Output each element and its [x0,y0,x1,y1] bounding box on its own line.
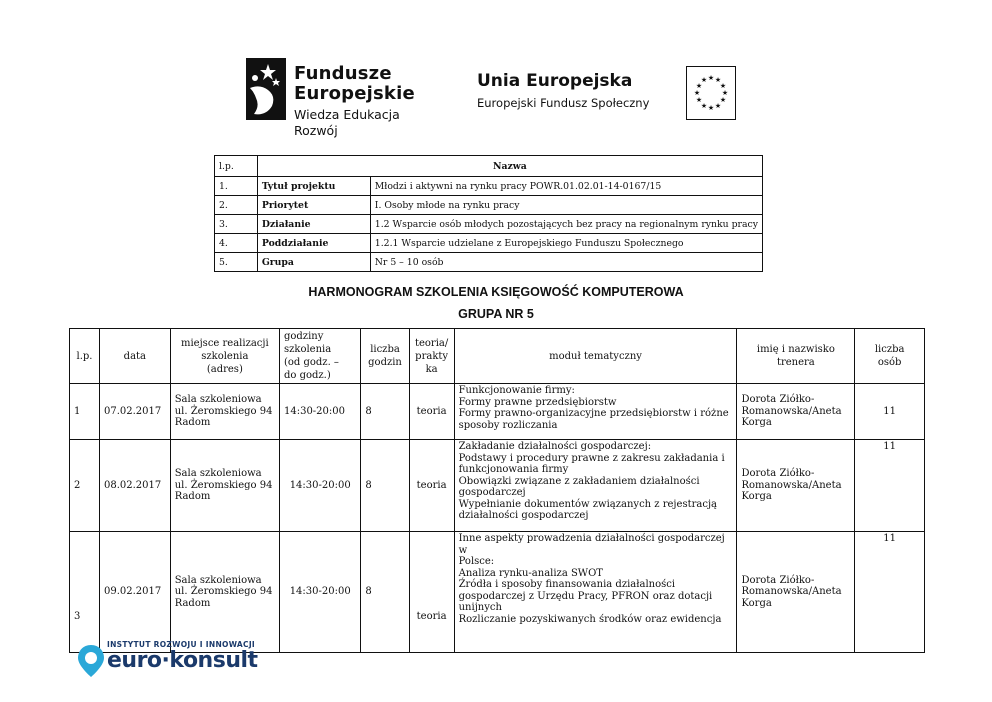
cell-modul-line: Polsce: [458,556,495,567]
unia-line1: Unia Europejska [477,71,633,91]
eu-flag-icon [686,66,736,120]
cell-modul-line: Wypełnianie dokumentów związanych z rejestracją [458,498,718,510]
header-modul: moduł tematyczny [454,329,737,384]
cell-modul [454,440,737,532]
cell-godziny: 14:30-20:00 [279,384,360,440]
header-miejsce [170,329,279,384]
cell-modul-line: Formy prawne przedsiębiorstw [458,396,617,408]
info-value: Nr 5 – 10 osób [370,253,762,272]
header-miejsce-l3: (adres) [206,363,243,375]
cell-miejsce-l2: ul. Żeromskiego 94 [174,405,273,417]
header-lp: l.p. [70,329,100,384]
cell-modul-line: Funkcjonowanie firmy: [458,385,575,396]
location-pin-icon [77,644,105,678]
euro-konsult-tagline: INSTYTUT ROZWOJU I INNOWACJI [107,640,256,649]
cell-trener-l2: Romanowska/Aneta [741,479,842,491]
info-header-row [215,156,763,177]
svg-text:★: ★ [707,104,715,112]
info-row [215,253,763,272]
info-value: I. Osoby młode na rynku pracy [370,196,762,215]
header-liczba-godzin-l2: godzin [368,357,402,368]
cell-miejsce [170,440,279,532]
header-godziny-l1: godziny [283,331,324,342]
fundusze-line1: Fundusze [294,63,392,84]
fundusze-star-mark-icon [246,58,286,120]
table-row [70,532,925,653]
info-lp: 3. [215,215,258,234]
info-value: 1.2.1 Wsparcie udzielane z Europejskiego Funduszu Społecznego [370,234,762,253]
cell-miejsce-l1: Sala szkoleniowa [174,394,262,406]
cell-lp: 2 [70,440,100,532]
table-row [70,440,925,532]
cell-modul-line: Zakładanie działalności gospodarczej: [458,441,652,452]
cell-trener-l3: Korga [741,597,772,609]
fundusze-line2: Europejskie [294,83,415,104]
cell-trener-l1: Dorota Ziółko- [741,574,815,586]
header-trener-l1: imię i nazwisko [756,344,835,355]
cell-modul [454,384,737,440]
header-teoria-l1: teoria/ [414,337,449,349]
cell-miejsce-l3: Radom [174,597,211,609]
cell-modul-line: działalności gospodarczej [458,510,589,521]
project-info-table [214,155,763,272]
header-trener [737,329,855,384]
info-row [215,234,763,253]
cell-miejsce [170,384,279,440]
cell-miejsce-l1: Sala szkoleniowa [174,468,262,480]
header-liczba-godzin-l1: liczba [370,344,400,355]
cell-godziny: 14:30-20:00 [279,532,360,653]
cell-trener-l1: Dorota Ziółko- [741,468,815,480]
header-teoria-l2: prakty [415,350,449,362]
header-godziny-l2: szkolenia [283,344,332,355]
info-header-nazwa: Nazwa [257,156,762,177]
info-header-lp: l.p. [215,156,258,177]
cell-modul-line: Analiza rynku-analiza SWOT [458,567,603,579]
cell-modul-line: Obowiązki związane z zakładaniem działalności [458,475,700,487]
svg-text:★: ★ [693,89,701,97]
info-value: 1.2 Wsparcie osób młodych pozostających bez pracy na regionalnym rynku pracy [370,215,762,234]
info-label: Priorytet [257,196,370,215]
cell-trener [737,532,855,653]
cell-modul-line: gospodarczej [458,487,526,498]
svg-text:★: ★ [695,82,703,90]
cell-modul-line: Rozliczanie pozyskiwanych środków oraz ewidencja [458,613,722,625]
header-data: data [100,329,171,384]
svg-text:★: ★ [719,96,727,104]
cell-liczba-osob: 11 [855,440,925,532]
header-miejsce-l2: szkolenia [201,350,249,362]
cell-modul-line: funkcjonowania firmy [458,464,569,475]
cell-lp: 3 [70,532,100,653]
euro-konsult-wordmark: euro·konsult [107,648,258,673]
header-godziny-l3: (od godz. – [283,357,339,368]
cell-lp: 1 [70,384,100,440]
svg-text:★: ★ [721,89,729,97]
euro-konsult-logo [77,640,258,680]
header-miejsce-l1: miejsce realizacji [180,337,269,349]
cell-modul-line: Inne aspekty prowadzenia działalności gospodarczej w [458,533,725,556]
cell-liczba-godzin: 8 [361,384,409,440]
cell-godziny: 14:30-20:00 [279,440,360,532]
cell-teoria: teoria [409,532,454,653]
cell-trener-l3: Korga [741,491,772,503]
header-godziny [279,329,360,384]
info-lp: 4. [215,234,258,253]
schedule-title: HARMONOGRAM SZKOLENIA KSIĘGOWOŚĆ KOMPUTEROWA [308,285,684,299]
cell-modul-line: gospodarczej z Urzędu Pracy, PFRON oraz dotacji [458,590,713,602]
cell-miejsce-l3: Radom [174,417,211,429]
unia-europejska-logo [477,70,649,111]
svg-text:★: ★ [700,76,708,84]
cell-miejsce-l2: ul. Żeromskiego 94 [174,479,273,491]
cell-data: 07.02.2017 [100,384,171,440]
cell-data: 08.02.2017 [100,440,171,532]
header-trener-l2: trenera [776,357,815,368]
cell-liczba-godzin: 8 [361,440,409,532]
schedule-table [69,328,925,653]
header-liczba-osob [855,329,925,384]
svg-text:★: ★ [707,74,715,82]
info-lp: 2. [215,196,258,215]
cell-liczba-osob: 11 [855,384,925,440]
info-row [215,196,763,215]
header-liczba-godzin [361,329,409,384]
cell-trener-l1: Dorota Ziółko- [741,394,815,406]
cell-modul-line: unijnych [458,602,502,613]
group-title: GRUPA NR 5 [458,307,534,321]
cell-modul-line: Formy prawno-organizacyjne przedsiębiorstw i różne [458,408,729,419]
cell-modul-line: Podstawy i procedury prawne z zakresu zakładania i [458,452,725,464]
svg-text:★: ★ [714,102,722,110]
svg-text:★: ★ [700,102,708,110]
info-label: Tytuł projektu [257,177,370,196]
unia-line2: Europejski Fundusz Społeczny [477,96,650,110]
cell-modul-line: Źródła i sposoby finansowania działalności [458,579,676,590]
fundusze-line3: Wiedza Edukacja Rozwój [294,107,400,138]
cell-trener-l2: Romanowska/Aneta [741,586,842,598]
cell-liczba-osob: 11 [855,532,925,653]
header-godziny-l4: do godz.) [283,370,331,381]
info-lp: 1. [215,177,258,196]
schedule-header-row [70,329,925,384]
cell-data: 09.02.2017 [100,532,171,653]
header-teoria-l3: ka [425,363,438,375]
info-value: Młodzi i aktywni na rynku pracy POWR.01.02.01-14-0167/15 [370,177,762,196]
info-row [215,215,763,234]
cell-liczba-godzin: 8 [361,532,409,653]
svg-text:★: ★ [719,82,727,90]
fundusze-europejskie-logo [246,58,436,138]
cell-teoria: teoria [409,440,454,532]
cell-trener-l3: Korga [741,417,772,429]
cell-modul [454,532,737,653]
info-label: Działanie [257,215,370,234]
cell-miejsce-l1: Sala szkoleniowa [174,574,262,586]
info-lp: 5. [215,253,258,272]
cell-miejsce [170,532,279,653]
table-row [70,384,925,440]
info-row [215,177,763,196]
header-liczba-osob-l2: osób [877,357,902,368]
info-label: Grupa [257,253,370,272]
header-liczba-osob-l1: liczba [874,344,905,355]
svg-text:★: ★ [695,96,703,104]
cell-miejsce-l3: Radom [174,491,211,503]
svg-text:★: ★ [714,76,722,84]
info-label: Poddziałanie [257,234,370,253]
header-teoria [409,329,454,384]
cell-trener-l2: Romanowska/Aneta [741,405,842,417]
cell-miejsce-l2: ul. Żeromskiego 94 [174,586,273,598]
cell-modul-line: sposoby rozliczania [458,419,558,431]
cell-trener [737,384,855,440]
cell-teoria: teoria [409,384,454,440]
cell-trener [737,440,855,532]
